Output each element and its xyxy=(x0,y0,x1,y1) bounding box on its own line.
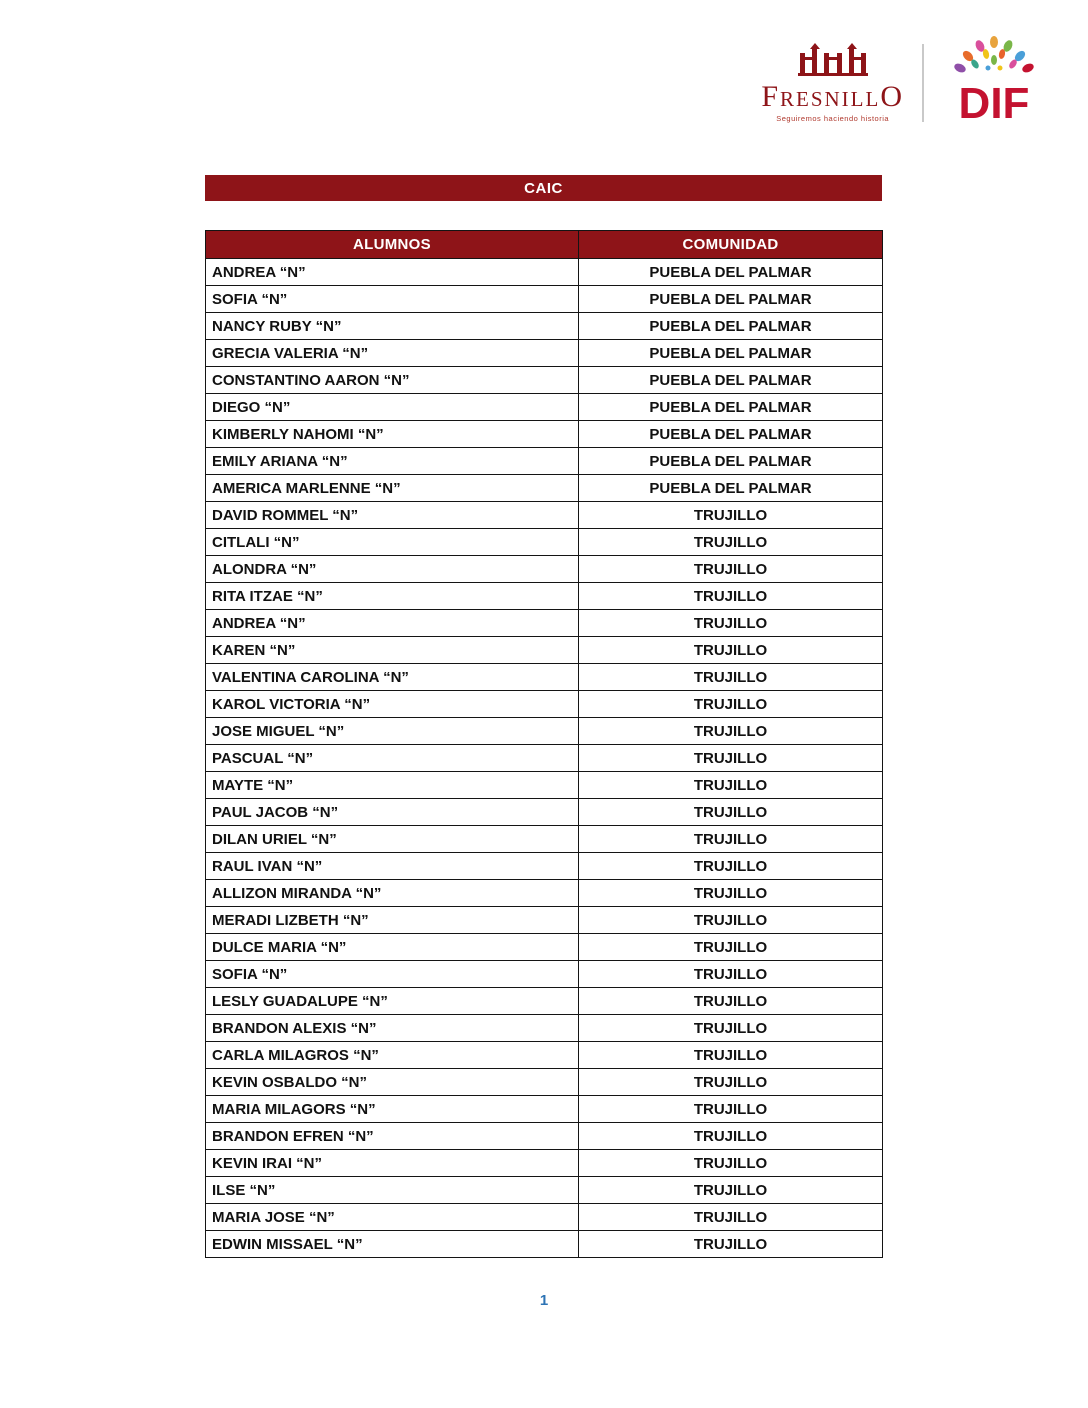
table-row xyxy=(206,502,883,529)
comunidad-cell: TRUJILLO xyxy=(579,1150,883,1177)
comunidad-cell: TRUJILLO xyxy=(579,610,883,637)
comunidad-cell: TRUJILLO xyxy=(579,853,883,880)
table-row xyxy=(206,826,883,853)
alumno-cell: LESLY GUADALUPE “N” xyxy=(206,988,579,1015)
alumno-cell: SOFIA “N” xyxy=(206,286,579,313)
table-row xyxy=(206,799,883,826)
fresnillo-tagline: Seguiremos haciendo historia xyxy=(776,113,890,123)
alumno-cell: KAREN “N” xyxy=(206,637,579,664)
alumno-cell: EMILY ARIANA “N” xyxy=(206,448,579,475)
comunidad-cell: TRUJILLO xyxy=(579,745,883,772)
alumno-cell: CONSTANTINO AARON “N” xyxy=(206,367,579,394)
table-row xyxy=(206,1096,883,1123)
table-row xyxy=(206,286,883,313)
alumno-cell: JOSE MIGUEL “N” xyxy=(206,718,579,745)
alumno-cell: ALLIZON MIRANDA “N” xyxy=(206,880,579,907)
table-row xyxy=(206,610,883,637)
comunidad-cell: PUEBLA DEL PALMAR xyxy=(579,340,883,367)
table-row xyxy=(206,340,883,367)
table-row xyxy=(206,934,883,961)
table-row xyxy=(206,475,883,502)
table-row xyxy=(206,367,883,394)
svg-text:DIF: DIF xyxy=(958,79,1030,126)
fresnillo-building-icon xyxy=(794,43,872,82)
comunidad-cell: TRUJILLO xyxy=(579,1204,883,1231)
alumno-cell: DAVID ROMMEL “N” xyxy=(206,502,579,529)
table-header-row xyxy=(206,231,883,259)
comunidad-cell: TRUJILLO xyxy=(579,934,883,961)
alumno-cell: ANDREA “N” xyxy=(206,259,579,286)
comunidad-cell: TRUJILLO xyxy=(579,772,883,799)
table-row xyxy=(206,394,883,421)
students-table-container xyxy=(205,230,882,1258)
comunidad-cell: TRUJILLO xyxy=(579,1096,883,1123)
caic-banner: CAIC xyxy=(205,175,882,201)
table-row xyxy=(206,313,883,340)
comunidad-cell: TRUJILLO xyxy=(579,664,883,691)
alumno-cell: MERADI LIZBETH “N” xyxy=(206,907,579,934)
alumno-cell: BRANDON EFREN “N” xyxy=(206,1123,579,1150)
logo-divider xyxy=(922,44,924,122)
alumno-cell: EDWIN MISSAEL “N” xyxy=(206,1231,579,1258)
alumno-cell: ANDREA “N” xyxy=(206,610,579,637)
table-row xyxy=(206,556,883,583)
comunidad-cell: PUEBLA DEL PALMAR xyxy=(579,475,883,502)
table-row xyxy=(206,421,883,448)
alumno-cell: RITA ITZAE “N” xyxy=(206,583,579,610)
alumno-cell: KIMBERLY NAHOMI “N” xyxy=(206,421,579,448)
table-row xyxy=(206,745,883,772)
comunidad-cell: TRUJILLO xyxy=(579,1231,883,1258)
alumno-cell: ILSE “N” xyxy=(206,1177,579,1204)
page-number: 1 xyxy=(539,1292,549,1309)
alumno-cell: CITLALI “N” xyxy=(206,529,579,556)
comunidad-cell: TRUJILLO xyxy=(579,799,883,826)
alumno-cell: KAROL VICTORIA “N” xyxy=(206,691,579,718)
table-row xyxy=(206,772,883,799)
table-row xyxy=(206,718,883,745)
column-header-alumnos: ALUMNOS xyxy=(206,231,579,259)
alumno-cell: MAYTE “N” xyxy=(206,772,579,799)
comunidad-cell: PUEBLA DEL PALMAR xyxy=(579,286,883,313)
comunidad-cell: TRUJILLO xyxy=(579,961,883,988)
table-row xyxy=(206,637,883,664)
table-row xyxy=(206,529,883,556)
comunidad-cell: TRUJILLO xyxy=(579,637,883,664)
table-row xyxy=(206,259,883,286)
table-row xyxy=(206,1042,883,1069)
table-row xyxy=(206,1177,883,1204)
alumno-cell: BRANDON ALEXIS “N” xyxy=(206,1015,579,1042)
comunidad-cell: PUEBLA DEL PALMAR xyxy=(579,259,883,286)
table-row xyxy=(206,1231,883,1258)
comunidad-cell: TRUJILLO xyxy=(579,583,883,610)
comunidad-cell: TRUJILLO xyxy=(579,718,883,745)
alumno-cell: NANCY RUBY “N” xyxy=(206,313,579,340)
comunidad-cell: TRUJILLO xyxy=(579,1069,883,1096)
comunidad-cell: PUEBLA DEL PALMAR xyxy=(579,367,883,394)
alumno-cell: KEVIN OSBALDO “N” xyxy=(206,1069,579,1096)
fresnillo-wordmark: FresnillO xyxy=(761,79,904,113)
alumno-cell: GRECIA VALERIA “N” xyxy=(206,340,579,367)
comunidad-cell: TRUJILLO xyxy=(579,826,883,853)
table-row xyxy=(206,853,883,880)
comunidad-cell: TRUJILLO xyxy=(579,1042,883,1069)
table-row xyxy=(206,1015,883,1042)
comunidad-cell: TRUJILLO xyxy=(579,691,883,718)
alumno-cell: PAUL JACOB “N” xyxy=(206,799,579,826)
alumno-cell: VALENTINA CAROLINA “N” xyxy=(206,664,579,691)
table-row xyxy=(206,448,883,475)
alumno-cell: DIEGO “N” xyxy=(206,394,579,421)
comunidad-cell: TRUJILLO xyxy=(579,1177,883,1204)
dif-tree-icon xyxy=(942,34,1046,131)
students-table xyxy=(205,230,883,1258)
table-row xyxy=(206,583,883,610)
table-row xyxy=(206,1150,883,1177)
alumno-cell: CARLA MILAGROS “N” xyxy=(206,1042,579,1069)
comunidad-cell: PUEBLA DEL PALMAR xyxy=(579,394,883,421)
comunidad-cell: TRUJILLO xyxy=(579,1015,883,1042)
column-header-comunidad: COMUNIDAD xyxy=(579,231,883,259)
table-row xyxy=(206,907,883,934)
comunidad-cell: TRUJILLO xyxy=(579,556,883,583)
table-row xyxy=(206,664,883,691)
table-row xyxy=(206,1069,883,1096)
alumno-cell: PASCUAL “N” xyxy=(206,745,579,772)
table-row xyxy=(206,1204,883,1231)
comunidad-cell: TRUJILLO xyxy=(579,1123,883,1150)
alumno-cell: SOFIA “N” xyxy=(206,961,579,988)
alumno-cell: RAUL IVAN “N” xyxy=(206,853,579,880)
dif-logo xyxy=(942,34,1046,131)
comunidad-cell: TRUJILLO xyxy=(579,502,883,529)
comunidad-cell: PUEBLA DEL PALMAR xyxy=(579,421,883,448)
fresnillo-logo xyxy=(761,43,904,123)
table-row xyxy=(206,880,883,907)
comunidad-cell: PUEBLA DEL PALMAR xyxy=(579,448,883,475)
comunidad-cell: TRUJILLO xyxy=(579,880,883,907)
table-row xyxy=(206,961,883,988)
header-logos xyxy=(761,34,1046,131)
alumno-cell: MARIA MILAGORS “N” xyxy=(206,1096,579,1123)
alumno-cell: AMERICA MARLENNE “N” xyxy=(206,475,579,502)
alumno-cell: MARIA JOSE “N” xyxy=(206,1204,579,1231)
alumno-cell: KEVIN IRAI “N” xyxy=(206,1150,579,1177)
table-row xyxy=(206,691,883,718)
alumno-cell: ALONDRA “N” xyxy=(206,556,579,583)
alumno-cell: DILAN URIEL “N” xyxy=(206,826,579,853)
comunidad-cell: TRUJILLO xyxy=(579,988,883,1015)
comunidad-cell: PUEBLA DEL PALMAR xyxy=(579,313,883,340)
comunidad-cell: TRUJILLO xyxy=(579,907,883,934)
table-row xyxy=(206,1123,883,1150)
comunidad-cell: TRUJILLO xyxy=(579,529,883,556)
alumno-cell: DULCE MARIA “N” xyxy=(206,934,579,961)
table-row xyxy=(206,988,883,1015)
